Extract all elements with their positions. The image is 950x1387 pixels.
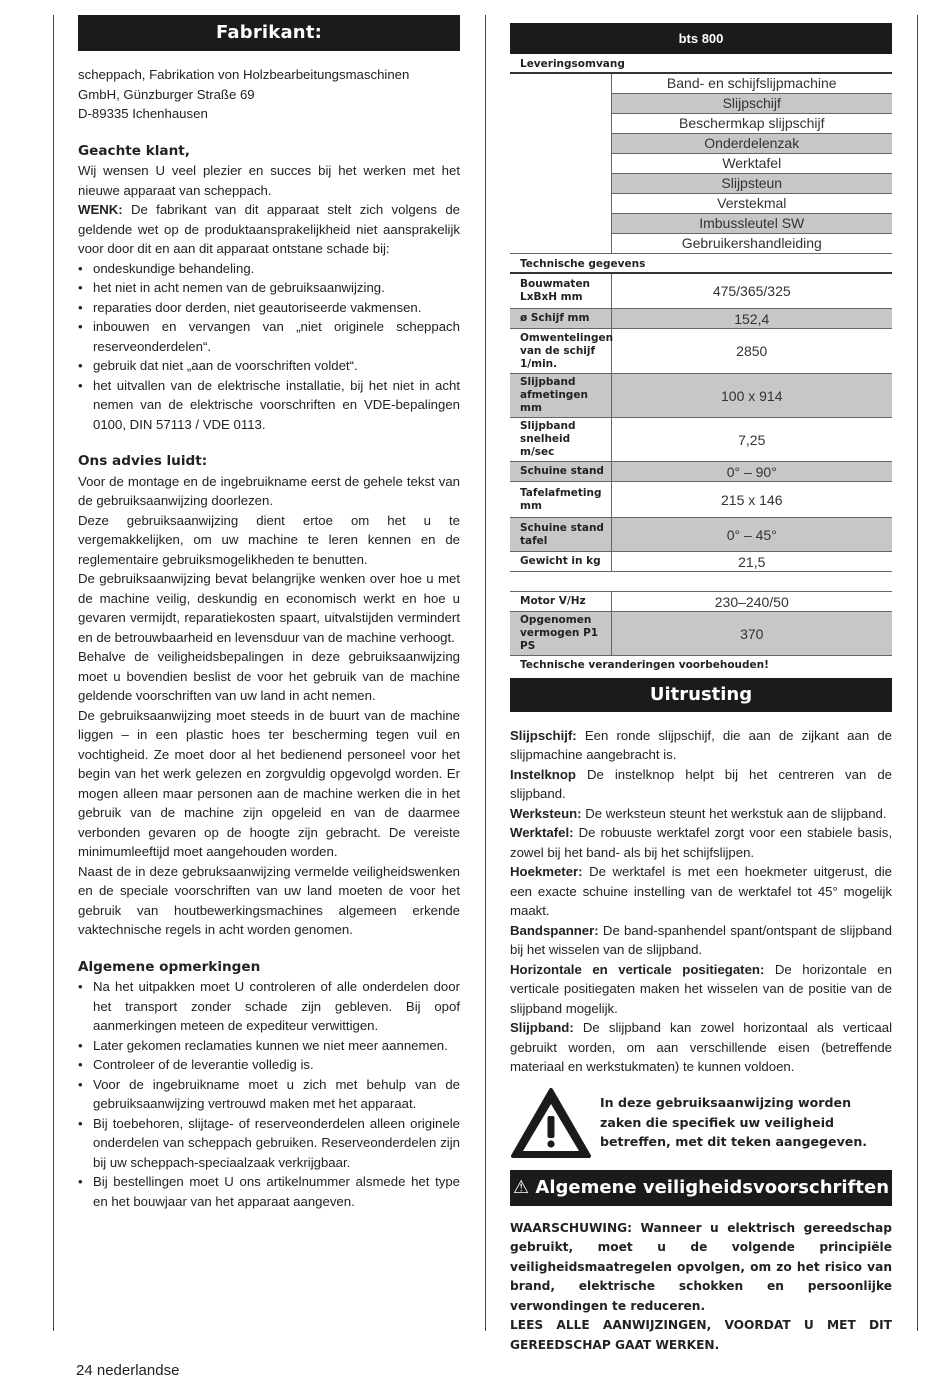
- warning-small-icon: ⚠: [512, 1176, 530, 1198]
- equipment-item: [510, 862, 892, 921]
- safety-heading-text: Algemene veiligheidsvoorschriften: [535, 1176, 890, 1198]
- spec-label: Opgenomen vermogen P1 PS: [510, 612, 611, 656]
- spec-value: 2850: [611, 329, 892, 374]
- equipment-heading: Uitrusting: [510, 678, 892, 712]
- wenk-paragraph: [78, 200, 460, 259]
- safety-read-all: LEES ALLE AANWIJZINGEN, VOORDAT U MET DIT GEREEDSCHAP GAAT WERKEN.: [510, 1318, 892, 1352]
- scope-item: Verstekmal: [611, 194, 892, 214]
- scope-label-cell: [510, 73, 611, 254]
- equipment-item: [510, 921, 892, 960]
- spec-value: 230–240/50: [611, 592, 892, 612]
- equipment-desc: De robuuste werktafel zorgt voor een stabiele basis, zowel bij het band- als bij het schijfslijpen.: [510, 825, 892, 860]
- advice-heading: Ons advies luidt:: [78, 453, 208, 469]
- equipment-desc: De slijpband kan zowel horizontaal als verticaal gebruikt worden, om aan verschillende eisen (betreffende materiaal en werkstukmaten) te kunnen voldoen.: [510, 1020, 892, 1074]
- list-item: • inbouwen en vervangen van „niet originele scheppach reserveonderdelen“.: [78, 317, 460, 356]
- spec-label: Schuine stand: [510, 462, 611, 482]
- safety-heading: [510, 1170, 892, 1206]
- spec-label: Bouwmaten LxBxH mm: [510, 273, 611, 309]
- equipment-term: Horizontale en verticale positiegaten:: [510, 961, 765, 977]
- tech-heading: Technische gegevens: [510, 254, 892, 273]
- spec-label: Tafelafmeting mm: [510, 482, 611, 518]
- spec-value: 215 x 146: [611, 482, 892, 518]
- list-item: • Controleer of de leverantie volledig is.: [78, 1055, 460, 1075]
- equipment-item: [510, 960, 892, 1019]
- advice-paragraph: Naast de in deze gebruksaanwijzing vermelde veiligheidswenken en de speciale voorschriften van uw land moeten de voor het gebruik van houtbewerkingsmachines algemeen erkende vaktechnische regels in acht worden genomen.: [78, 863, 460, 937]
- equipment-desc: De instelknop helpt bij het centreren van de slijpband.: [510, 766, 892, 801]
- model-header: bts 800: [510, 23, 892, 54]
- equipment-term: Slijpschijf:: [510, 727, 577, 743]
- spec-label: Slijpband afmetingen mm: [510, 374, 611, 418]
- wenk-text: De fabrikant van dit apparaat stelt zich volgens de geldende wet op de produktaansprakelijkheid niet aansprakelijk voor door dit en aan dit apparaat ontstane schade bij:: [78, 202, 460, 256]
- equipment-term: Werktafel:: [510, 825, 574, 840]
- equipment-desc: Een ronde slijpschijf, die aan de zijkant aan de slijpmachine aangebracht is.: [510, 727, 892, 762]
- equipment-term: Bandspanner:: [510, 922, 599, 938]
- spec-value: 370: [611, 612, 892, 656]
- spacer-row: [510, 572, 892, 592]
- spec-value: 0° – 90°: [611, 462, 892, 482]
- spec-label: Motor V/Hz: [510, 592, 611, 612]
- equipment-list: [510, 726, 892, 1077]
- manufacturer-heading: Fabrikant:: [78, 15, 460, 51]
- equipment-item: [510, 726, 892, 765]
- list-item: • reparaties door derden, niet geautoriseerde vakmensen.: [78, 298, 460, 318]
- list-item: • Later gekomen reclamaties kunnen we niet meer aannemen.: [78, 1036, 460, 1056]
- spec-value: 152,4: [611, 309, 892, 329]
- spec-label: Omwentelingen van de schijf 1/min.: [510, 329, 611, 374]
- spec-label: Gewicht in kg: [510, 552, 611, 572]
- advice-paragraph: Voor de montage en de ingebruikname eerst de gehele tekst van de gebruiksaanwijzing doorlezen.: [78, 473, 460, 508]
- equipment-term: Werksteun:: [510, 805, 582, 821]
- greeting-text: Wij wensen U veel plezier en succes bij het werken met het nieuwe apparaat van scheppach.: [78, 163, 460, 198]
- equipment-desc: De horizontale en verticale positiegaten maken het wisselen van de positie van de slijpband mogelijk.: [510, 961, 892, 1016]
- equipment-term: Slijpband:: [510, 1020, 574, 1035]
- address-line: D-89335 Ichenhausen: [78, 106, 208, 121]
- scope-item: Band- en schijfslijpmachine: [611, 73, 892, 94]
- advice-paragraph: Behalve de veiligheidsbepalingen in deze gebruiksaanwijzing moet u bovendien beslist de voor het gebruik van de machine geldende voorschriften van uw land in acht nemen.: [78, 649, 460, 703]
- list-item: • Bij toebehoren, slijtage- of reserveonderdelen alleen originele onderdelen van scheppach gebruiken. Reserveonderdelen zijn bij uw scheppach-speciaalzaak verkrijgbaar.: [78, 1114, 460, 1173]
- safety-sign-note: [510, 1087, 892, 1159]
- equipment-desc: De band-spanhendel spant/ontspant de slijpband bij het wisselen van de slijpband.: [510, 922, 892, 957]
- list-item: • gebruik dat niet „aan de voorschriften voldet“.: [78, 356, 460, 376]
- spec-value: 7,25: [611, 418, 892, 462]
- scope-item: Onderdelenzak: [611, 134, 892, 154]
- spec-value: 21,5: [611, 552, 892, 572]
- list-item: • Na het uitpakken moet U controleren of alle onderdelen door het transport zonder schade zijn gebleven. Bij opof aanmerkingen meteen de expediteur verwittigen.: [78, 977, 460, 1036]
- list-item: • Voor de ingebruikname moet u zich met behulp van de gebruiksaanwijzing vertrouwd maken met het apparaat.: [78, 1075, 460, 1114]
- equipment-desc: De werktafel is met een hoekmeter uitgerust, die een exacte schuine instelling van de werktafel tot 45° mogelijk maakt.: [510, 864, 892, 918]
- spec-label: Schuine stand tafel: [510, 518, 611, 552]
- equipment-item: [510, 823, 892, 862]
- warning-note-text: In deze gebruiksaanwijzing worden zaken die specifiek uw veiligheid betreffen, met dit teken aangegeven.: [600, 1095, 868, 1150]
- list-item: • ondeskundige behandeling.: [78, 259, 460, 279]
- scope-item: Slijpschijf: [611, 94, 892, 114]
- advice-paragraph: De gebruiksaanwijzing moet steeds in de buurt van de machine liggen – in een plastic hoes ter bescherming tegen vuil en vochtigheid. Ze moet door al het bedienend personeel voor het begin van het werk gelezen en zorgvuldig opgevolgd worden. Er mogen alleen maar personen aan de machine werken die in het gebruik van de machine zijn opgeleid en van de daarmee verbonden gevaren op de hoogte zijn gebracht. De vereiste minimumleeftijd moet aangehouden worden.: [78, 707, 460, 859]
- right-column: [510, 23, 892, 1355]
- spec-label: Slijpband snelheid m/sec: [510, 418, 611, 462]
- warning-triangle-icon: [510, 1087, 592, 1159]
- scope-item: Slijpsteun: [611, 174, 892, 194]
- scope-item: Beschermkap slijpschijf: [611, 114, 892, 134]
- spec-note: Technische veranderingen voorbehouden!: [520, 658, 769, 671]
- equipment-item: [510, 1018, 892, 1077]
- equipment-item: [510, 804, 892, 824]
- safety-text: [510, 1219, 892, 1356]
- scope-item: Werktafel: [611, 154, 892, 174]
- left-column: [78, 15, 460, 1211]
- greeting-heading: Geachte klant,: [78, 142, 190, 159]
- equipment-term: Instelknop: [510, 766, 576, 782]
- address-line: scheppach, Fabrikation von Holzbearbeitungsmaschinen: [78, 67, 410, 82]
- spec-table: [510, 23, 892, 674]
- scope-heading: Leveringsomvang: [510, 54, 892, 73]
- general-notes-heading: Algemene opmerkingen: [78, 958, 261, 975]
- page-footer: 24 nederlandse: [76, 1362, 180, 1379]
- equipment-term: Hoekmeter:: [510, 864, 583, 879]
- advice-paragraph: Deze gebruiksaanwijzing dient ertoe om het u te vergemakkelijken, om uw machine te leren kennen en de reglementaire gebruiksmogelikheden te benutten.: [78, 512, 460, 567]
- list-item: • het uitvallen van de elektrische installatie, bij het niet in acht nemen van de elektrische voorschriften en VDE-bepalingen 0100, DIN 57113 / VDE 0113.: [78, 376, 460, 435]
- wenk-label: WENK:: [78, 202, 123, 217]
- scope-item: Gebruikershandleiding: [611, 234, 892, 254]
- list-item: • Bij bestellingen moet U ons artikelnummer alsmede het type en het bouwjaar van het apparaat aangeven.: [78, 1172, 460, 1211]
- spec-value: 100 x 914: [611, 374, 892, 418]
- equipment-desc: De werksteun steunt het werkstuk aan de slijpband.: [581, 805, 887, 821]
- list-item: • het niet in acht nemen van de gebruiksaanwijzing.: [78, 278, 460, 298]
- general-notes-list: [78, 977, 460, 1211]
- spec-label: ø Schijf mm: [510, 309, 611, 329]
- right-margin-rule: [917, 15, 918, 1331]
- column-divider: [485, 15, 486, 1331]
- safety-warning: WAARSCHUWING: Wanneer u elektrisch gereedschap gebruikt, moet u de volgende principiële veiligheidsmaatregelen opvolgen, om zo het risico van brand, elektrische schokken en persoonlijke verwondingen te reduceren.: [510, 1220, 892, 1313]
- manufacturer-address: [78, 65, 460, 1211]
- scope-item: Imbussleutel SW: [611, 214, 892, 234]
- advice-paragraph: De gebruiksaanwijzing bevat belangrijke wenken over hoe u met de machine veilig, deskundig en economisch werkt en hoe u gevaren vermijdt, reparatiekosten spaart, uitvalstijden vermindert en de betrouwbaarheid en levensduur van de machine verhoogt.: [78, 571, 460, 645]
- equipment-item: [510, 765, 892, 804]
- spec-value: 0° – 45°: [611, 518, 892, 552]
- spec-value: 475/365/325: [611, 273, 892, 309]
- address-line: GmbH, Günzburger Straße 69: [78, 86, 255, 102]
- liability-list: [78, 259, 460, 435]
- left-margin-rule: [53, 15, 54, 1331]
